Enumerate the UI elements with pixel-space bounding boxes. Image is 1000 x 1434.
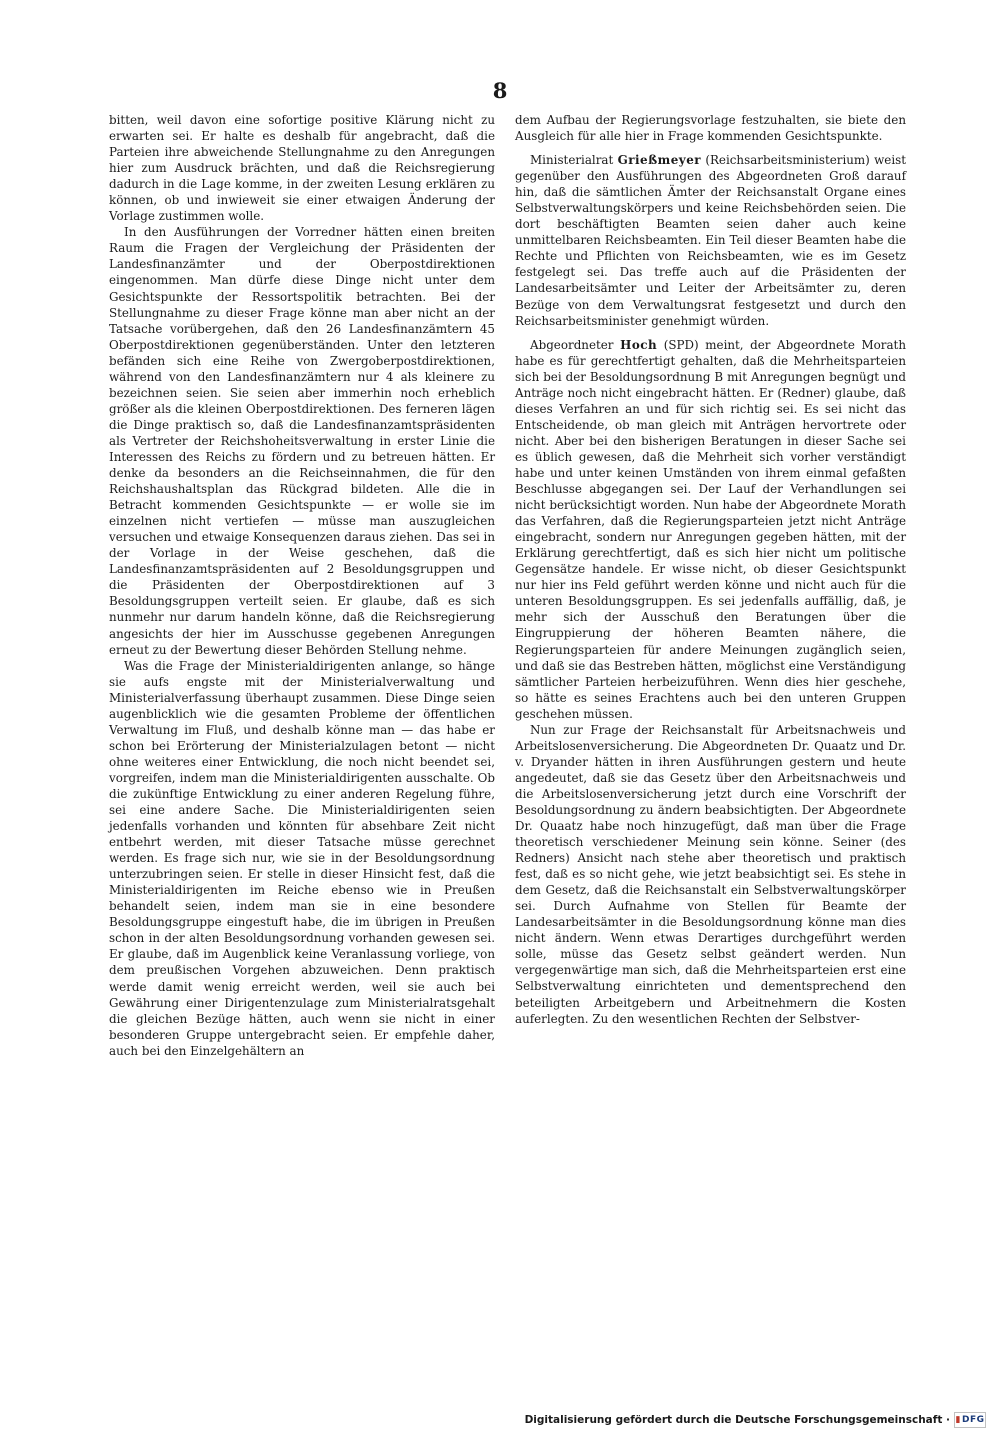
- left-column: [109, 112, 495, 1059]
- speaker-title: Ministerialrat: [530, 153, 614, 168]
- dfg-logo-text: DFG: [961, 1415, 985, 1425]
- paragraph: Nun zur Frage der Reichsanstalt für Arbeitsnachweis und Arbeitslosenversicherung. Die Abgeordneten Dr. Quaatz und Dr. v. Dryander hätten in ihren Ausführungen gestern und heute angedeutet, daß sie das Gesetz über den Arbeitsnachweis und die Arbeitslosenversicherung jetzt durch eine Vorschrift der Besoldungsordnung zu ändern beabsichtigten. Der Abgeordnete Dr. Quaatz habe noch hinzugefügt, daß man über die Frage theoretisch verschiedener Meinung sein könne. Seiner (des Redners) Ansicht nach stehe aber theoretisch und praktisch fest, daß es so nicht gehe, wie jetzt beabsichtigt sei. Es stehe in dem Gesetz, daß die Reichsanstalt ein Selbstverwaltungskörper sei. Durch Aufnahme von Stellen für Beamte der Landesarbeitsämter in die Besoldungsordnung könne man dies nicht ändern. Wenn etwas Derartiges durchgeführt werden solle, müsse das Gesetz selbst geändert werden. Nun vergegenwärtige man sich, daß die Mehrheitsparteien erst eine Selbstverwaltung einrichteten und dementsprechend den beteiligten Arbeitgebern und Arbeitnehmern die Kosten auferlegten. Zu den wesentlichen Rechten der Selbstver-: [515, 722, 906, 1026]
- speaker-name: Hoch: [620, 337, 658, 352]
- paragraph: [515, 337, 906, 722]
- paragraph: bitten, weil davon eine sofortige positive Klärung nicht zu erwarten sei. Er halte es deshalb für angebracht, daß die Parteien ihre abweichende Stellungnahme zu den Anregungen hier zum Ausdruck brächten, und daß die Reichsregierung dadurch in die Lage komme, in der zweiten Lesung erklären zu können, ob und inwieweit sie einer etwaigen Änderung der Vorlage zustimmen wolle.: [109, 113, 495, 224]
- dfg-mark-icon: ▮: [955, 1415, 961, 1425]
- paragraph: In den Ausführungen der Vorredner hätten einen breiten Raum die Fragen der Vergleichung der Präsidenten der Landesfinanzämter und der Oberpostdirektionen eingenommen. Man dürfe diese Dinge nicht unter dem Gesichtspunkte der Ressortspolitik betrachten. Bei der Stellungnahme zu dieser Frage könne man aber nicht an der Tatsache vorübergehen, daß den 26 Landesfinanzämtern 45 Oberpostdirektionen gegenüberständen. Unter den letzteren befänden sich eine Reihe von Zwergoberpostdirektionen, während von den Landesfinanzämtern nur 4 als kleinere zu bezeichnen seien. Sie seien aber immerhin noch erheblich größer als die kleinen Oberpostdirektionen. Des ferneren lägen die Dinge praktisch so, daß die Landesfinanzamtspräsidenten als Vertreter der Reichshoheitsverwaltung in erster Linie die Interessen des Reichs zu fördern und zu betreuen hätten. Er denke da besonders an die Reichseinnahmen, die für den Reichshaushaltsplan das Rückgrad bildeten. Alle die in Betracht kommenden Gesichtspunkte — er wolle sie im einzelnen nicht vertiefen — müsse man auszugleichen versuchen und etwaige Konsequenzen daraus ziehen. Das sei in der Vorlage in der Weise geschehen, daß die Landesfinanzamtspräsidenten auf 2 Besoldungsgruppen und die Präsidenten der Oberpostdirektionen auf 3 Besoldungsgruppen verteilt seien. Er glaube, daß es sich nunmehr nur darum handeln könne, daß die Reichsregierung angesichts der hier im Ausschusse gegebenen Anregungen erneut zu der Bewertung dieser Behörden Stellung nehme.: [109, 225, 495, 657]
- dfg-logo: [954, 1412, 986, 1428]
- paragraph: Was die Frage der Ministerialdirigenten anlange, so hänge sie aufs engste mit der Ministerialverwaltung und Ministerialverfassung überhaupt zusammen. Diese Dinge seien augenblicklich wie die gesamten Probleme der öffentlichen Verwaltung im Fluß, und deshalb könne man — das habe er schon bei Erörterung der Ministerialzulagen betont — nicht ohne weiteres einer Entwicklung, die noch nicht beendet sei, vorgreifen, indem man die Ministerialdirigenten ausschalte. Ob die zukünftige Entwicklung zu einer anderen Regelung führe, sei eine andere Sache. Die Ministerialdirigenten seien jedenfalls vorhanden und könnten für absehbare Zeit nicht entbehrt werden, mit dieser Tatsache müsse gerechnet werden. Es frage sich nur, wie sie in der Besoldungsordnung unterzubringen seien. Er stelle in dieser Hinsicht fest, daß die Ministerialdirigenten im Reiche ebenso wie in Preußen behandelt seien, indem man sie in eine besondere Besoldungsgruppe eingestuft habe, die im übrigen in Preußen schon in der alten Besoldungsordnung vorhanden gewesen sei. Er glaube, daß im Augenblick keine Veranlassung vorliege, von dem preußischen Vorgehen abzuweichen. Denn praktisch werde damit wenig erreicht werden, weil sie auch bei Gewährung einer Dirigentenzulage zum Ministerialratsgehalt die gleichen Bezüge hätten, auch wenn sie nicht in einer besonderen Gruppe untergebracht seien. Er empfehle daher, auch bei den Einzelgehältern an: [109, 658, 495, 1058]
- footer: [525, 1412, 986, 1428]
- paragraph-text: (Reichsarbeitsministerium) weist gegenüber den Ausführungen des Abgeordneten Groß darauf hin, daß die sämtlichen Ämter der Reichsanstalt Organe eines Selbstverwaltungskörpers und keine Reichsbehörden seien. Die dort beschäftigten Beamten seien daher auch keine unmittelbaren Reichsbeamten. Ein Teil dieser Beamten habe die Rechte und Pflichten von Reichsbeamten, wie es im Gesetz festgelegt sei. Das treffe auch auf die Präsidenten der Landesarbeitsämter und Leiter der Arbeitsämter zu, deren Bezüge von dem Verwaltungsrat festgesetzt und durch den Reichsarbeitsminister genehmigt würden.: [515, 153, 907, 328]
- paragraph: [515, 152, 906, 329]
- right-column: [515, 112, 906, 1027]
- paragraph-text: (SPD) meint, der Abgeordnete Morath habe es für gerechtfertigt gehalten, daß die Mehrheitsparteien sich bei der Besoldungsordnung B mit Anregungen begnügt und Anträge noch nicht eingebracht hätten. Er (Redner) glaube, daß dieses Verfahren an und für sich richtig sei. Es sei nicht das Entscheidende, ob man gleich mit Anträgen hervortrete oder nicht. Aber bei den bisherigen Beratungen in dieser Sache sei es üblich gewesen, daß die Mehrheit sich vorher verständigt habe und unter keinen Umständen von ihrem einmal gefaßten Beschlusse abgegangen sei. Der Lauf der Verhandlungen sei nicht berücksichtigt worden. Nun habe der Abgeordnete Morath das Verfahren, daß die Regierungsparteien jetzt nicht Anträge eingebracht, sondern nur Anregungen gegeben hätten, mit der Erklärung gerechtfertigt, daß es sich hier nicht um politische Gegensätze handele. Er wisse nicht, ob dieser Gesichtspunkt nur hier ins Feld geführt werden könne und nicht auch für die unteren Besoldungsgruppen. Es sei jedenfalls auffällig, daß, je mehr sich der Ausschuß den Beratungen über die Eingruppierung der höheren Beamten nähere, die Regierungsparteien für andere Meinungen zugänglich seien, und daß sie das Bestreben hätten, möglichst eine Verständigung sämtlicher Parteien herbeizuführen. Wenn dies hier geschehe, so hätte es seines Erachtens auch bei den unteren Gruppen geschehen müssen.: [515, 337, 906, 721]
- footer-text: Digitalisierung gefördert durch die Deutsche Forschungsgemeinschaft ·: [524, 1414, 950, 1426]
- paragraph: dem Aufbau der Regierungsvorlage festzuhalten, sie biete den Ausgleich für alle hier in Frage kommenden Gesichtspunkte.: [515, 113, 906, 144]
- speaker-title: Abgeordneter: [530, 337, 614, 352]
- speaker-name: Grießmeyer: [617, 153, 702, 168]
- page-number: 8: [492, 78, 508, 103]
